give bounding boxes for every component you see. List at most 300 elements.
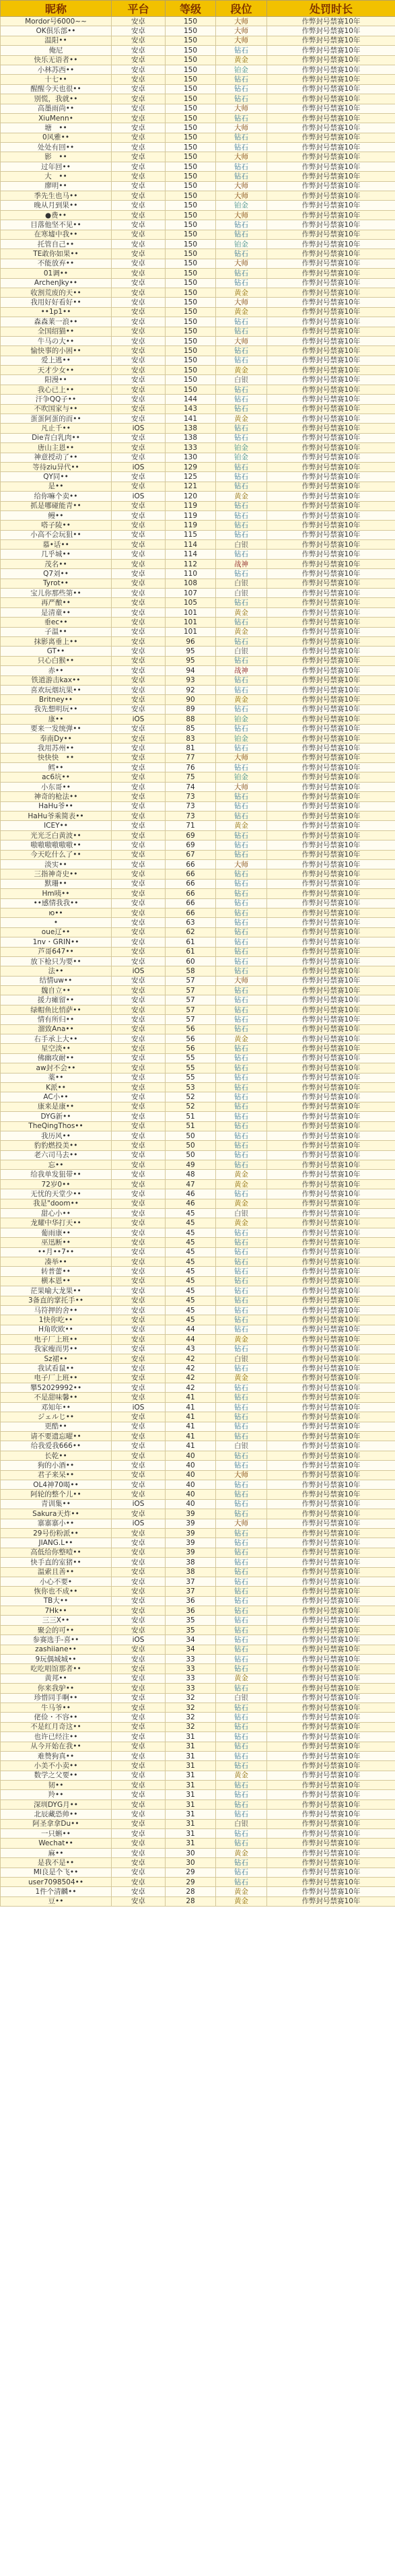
name-cell: 不是甜味馨•• xyxy=(1,1393,112,1402)
tier-cell: 黄金 xyxy=(216,55,267,65)
platform-cell: 安卓 xyxy=(112,65,166,74)
table-row xyxy=(1,733,395,743)
name-cell: 快快快 •• xyxy=(1,753,112,762)
platform-cell: iOS xyxy=(112,462,166,471)
platform-cell: 安卓 xyxy=(112,84,166,94)
tier-cell: 铂金 xyxy=(216,65,267,74)
tier-cell: 黄金 xyxy=(216,695,267,704)
level-cell: 150 xyxy=(166,181,216,191)
penalty-cell: 作弊封号禁赛10年 xyxy=(267,830,395,840)
level-cell: 63 xyxy=(166,918,216,927)
name-cell: 全国绍猫•• xyxy=(1,327,112,336)
level-cell: 150 xyxy=(166,191,216,201)
table-row xyxy=(1,1092,395,1102)
tier-cell: 钻石 xyxy=(216,1684,267,1693)
table-row xyxy=(1,94,395,104)
name-cell: 珍惜同手啊•• xyxy=(1,1693,112,1703)
name-cell: 凡止千•• xyxy=(1,424,112,433)
level-cell: 101 xyxy=(166,618,216,627)
penalty-cell: 作弊封号禁赛10年 xyxy=(267,1209,395,1218)
name-cell: 不吹国家与•• xyxy=(1,404,112,414)
table-row xyxy=(1,1160,395,1170)
penalty-cell: 作弊封号禁赛10年 xyxy=(267,1005,395,1014)
level-cell: 32 xyxy=(166,1713,216,1722)
tier-cell: 钻石 xyxy=(216,327,267,336)
name-cell: 过年回•• xyxy=(1,162,112,171)
name-cell: 目落他坚不见•• xyxy=(1,220,112,230)
name-cell: 慕•话•• xyxy=(1,540,112,550)
table-row xyxy=(1,395,395,404)
table-row xyxy=(1,1005,395,1014)
penalty-cell: 作弊封号禁赛10年 xyxy=(267,1896,395,1906)
level-cell: 30 xyxy=(166,1858,216,1868)
penalty-cell: 作弊封号禁赛10年 xyxy=(267,239,395,249)
name-cell: 天才少女•• xyxy=(1,366,112,375)
table-row xyxy=(1,1781,395,1790)
level-cell: 29 xyxy=(166,1878,216,1887)
name-cell: 星空淡•• xyxy=(1,1044,112,1053)
table-row xyxy=(1,1625,395,1634)
level-cell: 94 xyxy=(166,666,216,675)
table-row xyxy=(1,1810,395,1819)
table-row xyxy=(1,685,395,694)
platform-cell: 安卓 xyxy=(112,36,166,45)
level-cell: 40 xyxy=(166,1499,216,1509)
table-row xyxy=(1,1228,395,1237)
table-row xyxy=(1,656,395,665)
tier-cell: 大师 xyxy=(216,976,267,985)
table-row xyxy=(1,1606,395,1616)
platform-cell: 安卓 xyxy=(112,589,166,598)
name-cell: 快手直的室猪•• xyxy=(1,1558,112,1567)
penalty-cell: 作弊封号禁赛10年 xyxy=(267,908,395,917)
penalty-cell: 作弊封号禁赛10年 xyxy=(267,1228,395,1237)
penalty-cell: 作弊封号禁赛10年 xyxy=(267,346,395,356)
platform-cell: 安卓 xyxy=(112,1742,166,1751)
table-row xyxy=(1,1121,395,1131)
tier-cell: 黄金 xyxy=(216,1674,267,1683)
level-cell: 42 xyxy=(166,1383,216,1393)
table-row xyxy=(1,46,395,55)
platform-cell: 安卓 xyxy=(112,792,166,801)
tier-cell: 铂金 xyxy=(216,733,267,743)
platform-cell: 安卓 xyxy=(112,366,166,375)
table-row xyxy=(1,782,395,791)
level-cell: 83 xyxy=(166,733,216,743)
level-cell: 46 xyxy=(166,1199,216,1208)
name-cell: 我心已上•• xyxy=(1,385,112,394)
level-cell: 67 xyxy=(166,850,216,859)
tier-cell: 钻石 xyxy=(216,269,267,278)
level-cell: 42 xyxy=(166,1373,216,1383)
name-cell: 魏自立•• xyxy=(1,986,112,995)
platform-cell: 安卓 xyxy=(112,1781,166,1790)
table-row xyxy=(1,1839,395,1848)
tier-cell: 钻石 xyxy=(216,1393,267,1402)
table-row xyxy=(1,801,395,811)
table-row xyxy=(1,1238,395,1247)
tier-cell: 黄金 xyxy=(216,288,267,297)
platform-cell: 安卓 xyxy=(112,162,166,171)
tier-cell: 钻石 xyxy=(216,995,267,1005)
level-cell: 150 xyxy=(166,94,216,104)
platform-cell: 安卓 xyxy=(112,1189,166,1199)
penalty-cell: 作弊封号禁赛10年 xyxy=(267,1112,395,1121)
level-cell: 40 xyxy=(166,1461,216,1470)
table-row xyxy=(1,230,395,239)
penalty-cell: 作弊封号禁赛10年 xyxy=(267,744,395,753)
tier-cell: 钻石 xyxy=(216,1364,267,1373)
platform-cell: 安卓 xyxy=(112,898,166,908)
tier-cell: 铂金 xyxy=(216,772,267,782)
tier-cell: 大师 xyxy=(216,36,267,45)
table-row xyxy=(1,133,395,142)
tier-cell: 钻石 xyxy=(216,1490,267,1499)
name-cell: 1nv・GRIN•• xyxy=(1,937,112,947)
level-cell: 57 xyxy=(166,976,216,985)
penalty-cell: 作弊封号禁赛10年 xyxy=(267,782,395,791)
tier-cell: 白银 xyxy=(216,1693,267,1703)
level-cell: 90 xyxy=(166,695,216,704)
name-cell: 十七•• xyxy=(1,75,112,84)
tier-cell: 钻石 xyxy=(216,1024,267,1034)
name-cell: 嗷嗷嗷嗷嗷嗷•• xyxy=(1,840,112,850)
penalty-cell: 作弊封号禁赛10年 xyxy=(267,1102,395,1111)
name-cell: ジェルじ•• xyxy=(1,1412,112,1422)
level-cell: 34 xyxy=(166,1635,216,1645)
level-cell: 107 xyxy=(166,589,216,598)
name-cell: 情有所归•• xyxy=(1,1015,112,1024)
table-row xyxy=(1,1102,395,1111)
level-cell: 39 xyxy=(166,1519,216,1528)
platform-cell: 安卓 xyxy=(112,385,166,394)
name-cell: 抓是哪碰能青•• xyxy=(1,501,112,510)
penalty-cell: 作弊封号禁赛10年 xyxy=(267,627,395,636)
table-row xyxy=(1,269,395,278)
level-cell: 50 xyxy=(166,1150,216,1160)
table-row xyxy=(1,1664,395,1674)
platform-cell: 安卓 xyxy=(112,1364,166,1373)
penalty-cell: 作弊封号禁赛10年 xyxy=(267,1887,395,1896)
penalty-cell: 作弊封号禁赛10年 xyxy=(267,181,395,191)
tier-cell: 钻石 xyxy=(216,521,267,530)
table-row xyxy=(1,1189,395,1199)
tier-cell: 黄金 xyxy=(216,414,267,424)
tier-cell: 钻石 xyxy=(216,1315,267,1325)
table-row xyxy=(1,704,395,714)
table-row xyxy=(1,1199,395,1208)
platform-cell: 安卓 xyxy=(112,1276,166,1286)
platform-cell: 安卓 xyxy=(112,1218,166,1228)
level-cell: 33 xyxy=(166,1674,216,1683)
tier-cell: 黄金 xyxy=(216,607,267,617)
table-row xyxy=(1,1218,395,1228)
table-row xyxy=(1,1286,395,1296)
table-row xyxy=(1,113,395,123)
platform-cell: 安卓 xyxy=(112,1713,166,1722)
level-cell: 33 xyxy=(166,1684,216,1693)
tier-cell: 钻石 xyxy=(216,1713,267,1722)
platform-cell: iOS xyxy=(112,1519,166,1528)
table-row xyxy=(1,1053,395,1063)
name-cell: Sakura天炸•• xyxy=(1,1509,112,1519)
penalty-cell: 作弊封号禁赛10年 xyxy=(267,986,395,995)
tier-cell: 钻石 xyxy=(216,385,267,394)
platform-cell: 安卓 xyxy=(112,1354,166,1363)
tier-cell: 钻石 xyxy=(216,1645,267,1654)
level-cell: 51 xyxy=(166,1121,216,1131)
name-cell: 等待ziu异代•• xyxy=(1,462,112,471)
platform-cell: iOS xyxy=(112,424,166,433)
level-cell: 150 xyxy=(166,327,216,336)
level-cell: 42 xyxy=(166,1364,216,1373)
table-row xyxy=(1,1141,395,1150)
table-row xyxy=(1,1150,395,1160)
tier-cell: 钻石 xyxy=(216,424,267,433)
name-cell: 唐山主恩•• xyxy=(1,443,112,453)
name-cell: HaHu爷•• xyxy=(1,801,112,811)
level-cell: 31 xyxy=(166,1781,216,1790)
penalty-cell: 作弊封号禁赛10年 xyxy=(267,1868,395,1877)
level-cell: 150 xyxy=(166,259,216,268)
penalty-cell: 作弊封号禁赛10年 xyxy=(267,1684,395,1693)
table-row xyxy=(1,181,395,191)
table-row xyxy=(1,65,395,74)
tier-cell: 钻石 xyxy=(216,75,267,84)
table-row xyxy=(1,530,395,539)
platform-cell: 安卓 xyxy=(112,947,166,956)
tier-cell: 大师 xyxy=(216,26,267,36)
level-cell: 150 xyxy=(166,46,216,55)
platform-cell: 安卓 xyxy=(112,598,166,607)
penalty-cell: 作弊封号禁赛10年 xyxy=(267,462,395,471)
penalty-cell: 作弊封号禁赛10年 xyxy=(267,840,395,850)
name-cell: OL4神70喝•• xyxy=(1,1480,112,1489)
platform-cell: 安卓 xyxy=(112,1528,166,1538)
level-cell: 150 xyxy=(166,123,216,133)
platform-cell: 安卓 xyxy=(112,1247,166,1257)
penalty-cell: 作弊封号禁赛10年 xyxy=(267,424,395,433)
platform-cell: 安卓 xyxy=(112,143,166,152)
table-row xyxy=(1,1771,395,1780)
penalty-cell: 作弊封号禁赛10年 xyxy=(267,1325,395,1334)
penalty-cell: 作弊封号禁赛10年 xyxy=(267,812,395,821)
platform-cell: 安卓 xyxy=(112,317,166,327)
name-cell: 默珊•• xyxy=(1,879,112,888)
platform-cell: iOS xyxy=(112,492,166,501)
platform-cell: 安卓 xyxy=(112,433,166,442)
penalty-cell: 作弊封号禁赛10年 xyxy=(267,472,395,482)
level-cell: 73 xyxy=(166,801,216,811)
table-row xyxy=(1,1432,395,1441)
platform-cell: 安卓 xyxy=(112,327,166,336)
name-cell: 3备直的掌托手•• xyxy=(1,1296,112,1305)
level-cell: 57 xyxy=(166,986,216,995)
penalty-cell: 作弊封号禁赛10年 xyxy=(267,1480,395,1489)
table-row xyxy=(1,1044,395,1053)
name-cell: 狗的小酒•• xyxy=(1,1461,112,1470)
level-cell: 150 xyxy=(166,375,216,385)
name-cell: 是我不是•• xyxy=(1,1858,112,1868)
penalty-cell: 作弊封号禁赛10年 xyxy=(267,1625,395,1634)
column-header-platform: 平台 xyxy=(112,1,166,17)
tier-cell: 钻石 xyxy=(216,1799,267,1809)
name-cell: TB大•• xyxy=(1,1596,112,1606)
tier-cell: 大师 xyxy=(216,336,267,345)
penalty-cell: 作弊封号禁赛10年 xyxy=(267,1141,395,1150)
table-row xyxy=(1,1461,395,1470)
tier-cell: 钻石 xyxy=(216,1412,267,1422)
platform-cell: 安卓 xyxy=(112,1674,166,1683)
platform-cell: 安卓 xyxy=(112,1451,166,1460)
name-cell: 鳗•• xyxy=(1,510,112,520)
table-row xyxy=(1,1751,395,1760)
name-cell: 茫果喻大龙果•• xyxy=(1,1286,112,1296)
penalty-cell: 作弊封号禁赛10年 xyxy=(267,1655,395,1664)
penalty-cell: 作弊封号禁赛10年 xyxy=(267,1878,395,1887)
tier-cell: 钻石 xyxy=(216,1150,267,1160)
tier-cell: 钻石 xyxy=(216,1664,267,1674)
table-row xyxy=(1,1819,395,1828)
level-cell: 150 xyxy=(166,36,216,45)
tier-cell: 钻石 xyxy=(216,1509,267,1519)
platform-cell: 安卓 xyxy=(112,482,166,491)
tier-cell: 大师 xyxy=(216,104,267,113)
penalty-cell: 作弊封号禁赛10年 xyxy=(267,763,395,772)
penalty-cell: 作弊封号禁赛10年 xyxy=(267,152,395,162)
table-row xyxy=(1,75,395,84)
penalty-cell: 作弊封号禁赛10年 xyxy=(267,1383,395,1393)
table-row xyxy=(1,346,395,356)
tier-cell: 黄金 xyxy=(216,1199,267,1208)
level-cell: 150 xyxy=(166,230,216,239)
level-cell: 71 xyxy=(166,821,216,830)
tier-cell: 钻石 xyxy=(216,433,267,442)
level-cell: 89 xyxy=(166,704,216,714)
level-cell: 73 xyxy=(166,812,216,821)
name-cell: Tyrot•• xyxy=(1,579,112,588)
platform-cell: 安卓 xyxy=(112,1839,166,1848)
name-cell: 葡雨康•• xyxy=(1,1228,112,1237)
table-row xyxy=(1,404,395,414)
platform-cell: 安卓 xyxy=(112,55,166,65)
name-cell: 醒醒今天也很•• xyxy=(1,84,112,94)
level-cell: 130 xyxy=(166,453,216,462)
name-cell: 抹影离垂上•• xyxy=(1,637,112,647)
platform-cell: 安卓 xyxy=(112,869,166,879)
tier-cell: 钻石 xyxy=(216,1868,267,1877)
table-row xyxy=(1,1112,395,1121)
penalty-cell: 作弊封号禁赛10年 xyxy=(267,1024,395,1034)
name-cell: 寨寨寨小•• xyxy=(1,1519,112,1528)
name-cell: 是•• xyxy=(1,482,112,491)
table-row xyxy=(1,1896,395,1906)
penalty-cell: 作弊封号禁赛10年 xyxy=(267,530,395,539)
tier-cell: 钻石 xyxy=(216,618,267,627)
platform-cell: 安卓 xyxy=(112,521,166,530)
tier-cell: 钻石 xyxy=(216,1548,267,1557)
name-cell: 喜欢玩烟坑果•• xyxy=(1,685,112,694)
name-cell: 黄邦•• xyxy=(1,1674,112,1683)
tier-cell: 钻石 xyxy=(216,869,267,879)
platform-cell: 安卓 xyxy=(112,1722,166,1731)
tier-cell: 钻石 xyxy=(216,1635,267,1645)
level-cell: 57 xyxy=(166,1015,216,1024)
level-cell: 105 xyxy=(166,598,216,607)
platform-cell: 安卓 xyxy=(112,269,166,278)
platform-cell: 安卓 xyxy=(112,879,166,888)
tier-cell: 白银 xyxy=(216,540,267,550)
level-cell: 74 xyxy=(166,782,216,791)
table-row xyxy=(1,298,395,307)
name-cell: 01调•• xyxy=(1,269,112,278)
penalty-cell: 作弊封号禁赛10年 xyxy=(267,1528,395,1538)
level-cell: 35 xyxy=(166,1625,216,1634)
level-cell: 150 xyxy=(166,75,216,84)
level-cell: 45 xyxy=(166,1238,216,1247)
tier-cell: 黄金 xyxy=(216,627,267,636)
platform-cell: 安卓 xyxy=(112,472,166,482)
tier-cell: 钻石 xyxy=(216,1228,267,1237)
name-cell: 几乎城•• xyxy=(1,550,112,559)
penalty-cell: 作弊封号禁赛10年 xyxy=(267,1053,395,1063)
level-cell: 120 xyxy=(166,492,216,501)
penalty-cell: 作弊封号禁赛10年 xyxy=(267,1364,395,1373)
penalty-cell: 作弊封号禁赛10年 xyxy=(267,482,395,491)
name-cell: 茂名•• xyxy=(1,559,112,568)
platform-cell: 安卓 xyxy=(112,559,166,568)
platform-cell: 安卓 xyxy=(112,1412,166,1422)
level-cell: 39 xyxy=(166,1548,216,1557)
level-cell: 115 xyxy=(166,530,216,539)
platform-cell: 安卓 xyxy=(112,763,166,772)
platform-cell: 安卓 xyxy=(112,1432,166,1441)
penalty-cell: 作弊封号禁赛10年 xyxy=(267,1587,395,1596)
platform-cell: 安卓 xyxy=(112,1179,166,1189)
tier-cell: 钻石 xyxy=(216,1276,267,1286)
level-cell: 32 xyxy=(166,1722,216,1731)
platform-cell: 安卓 xyxy=(112,1732,166,1742)
penalty-cell: 作弊封号禁赛10年 xyxy=(267,1247,395,1257)
table-row xyxy=(1,1635,395,1645)
table-row xyxy=(1,647,395,656)
tier-cell: 大师 xyxy=(216,191,267,201)
penalty-cell: 作弊封号禁赛10年 xyxy=(267,1558,395,1567)
platform-cell: 安卓 xyxy=(112,685,166,694)
level-cell: 30 xyxy=(166,1848,216,1857)
platform-cell: 安卓 xyxy=(112,1664,166,1674)
table-row xyxy=(1,356,395,365)
platform-cell: 安卓 xyxy=(112,1257,166,1267)
level-cell: 31 xyxy=(166,1742,216,1751)
level-cell: 138 xyxy=(166,433,216,442)
level-cell: 50 xyxy=(166,1141,216,1150)
table-row xyxy=(1,744,395,753)
platform-cell: 安卓 xyxy=(112,607,166,617)
platform-cell: 安卓 xyxy=(112,1693,166,1703)
table-row xyxy=(1,1257,395,1267)
tier-cell: 黄金 xyxy=(216,1335,267,1344)
penalty-cell: 作弊封号禁赛10年 xyxy=(267,704,395,714)
name-cell: 小心不要• xyxy=(1,1577,112,1586)
platform-cell: 安卓 xyxy=(112,782,166,791)
name-cell: 大 •• xyxy=(1,172,112,181)
table-row xyxy=(1,1684,395,1693)
level-cell: 33 xyxy=(166,1655,216,1664)
table-row xyxy=(1,666,395,675)
level-cell: 119 xyxy=(166,510,216,520)
tier-cell: 钻石 xyxy=(216,850,267,859)
